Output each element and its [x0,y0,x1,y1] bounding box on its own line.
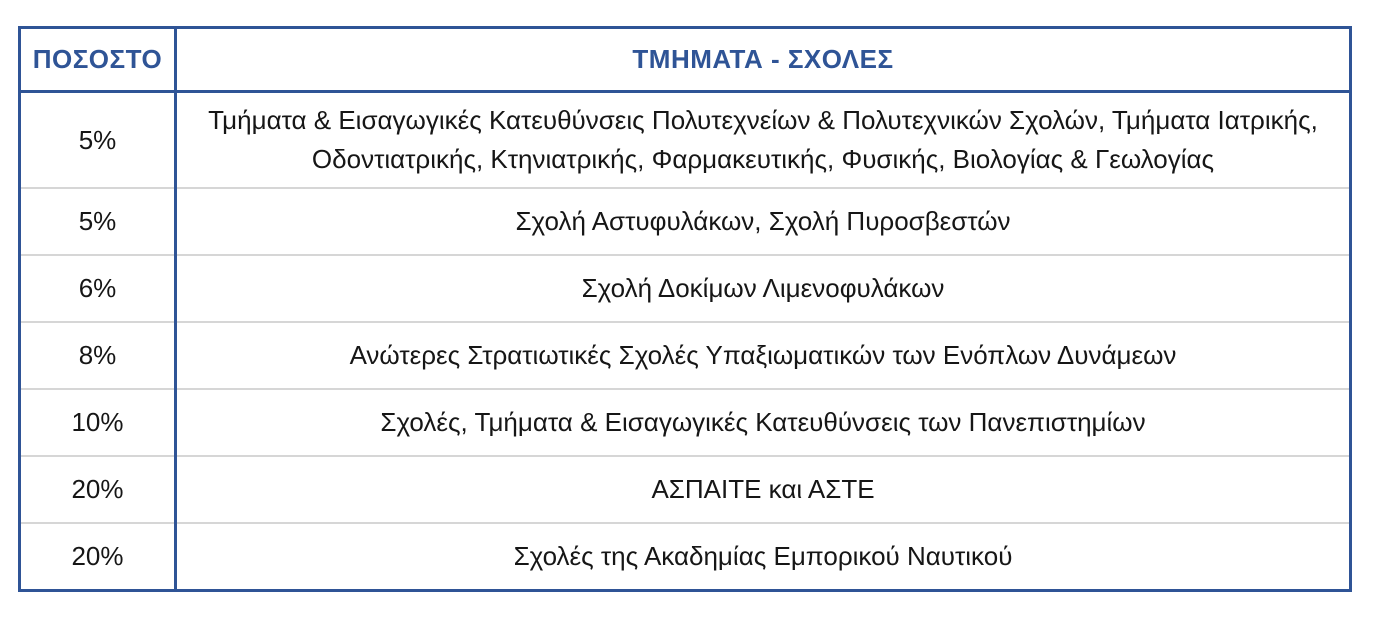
departments-cell: Τμήματα & Εισαγωγικές Κατευθύνσεις Πολυτεχνείων & Πολυτεχνικών Σχολών, Τμήματα Ιατρικής, Οδοντιατρικής, Κτηνιατρικής, Φαρμακευτικής, Φυσικής, Βιολογίας & Γεωλογίας [208,105,1318,174]
table-row [20,523,1351,590]
departments-cell: Σχολές, Τμήματα & Εισαγωγικές Κατευθύνσεις των Πανεπιστημίων [176,389,1351,456]
percent-cell: 20% [20,523,176,590]
table-header [20,28,1351,92]
table-row [20,92,1351,189]
header-percent: ΠΟΣΟΣΤΟ [20,28,176,92]
table-row [20,188,1351,255]
departments-cell: Ανώτερες Στρατιωτικές Σχολές Υπαξιωματικών των Ενόπλων Δυνάμεων [176,322,1351,389]
table-row [20,456,1351,523]
table-body [20,92,1351,591]
table-row [20,389,1351,456]
header-row [20,28,1351,92]
percent-cell: 5% [20,92,176,189]
percent-cell: 6% [20,255,176,322]
percent-cell: 20% [20,456,176,523]
departments-cell: Σχολές της Ακαδημίας Εμπορικού Ναυτικού [176,523,1351,590]
percent-cell: 5% [20,188,176,255]
departments-cell: Σχολή Δοκίμων Λιμενοφυλάκων [176,255,1351,322]
header-departments: ΤΜΗΜΑΤΑ - ΣΧΟΛΕΣ [176,28,1351,92]
departments-cell: ΑΣΠΑΙΤΕ και ΑΣΤΕ [176,456,1351,523]
departments-cell: Σχολή Αστυφυλάκων, Σχολή Πυροσβεστών [176,188,1351,255]
percent-cell: 10% [20,389,176,456]
admission-quota-table [18,26,1352,592]
table-row [20,322,1351,389]
percent-cell: 8% [20,322,176,389]
table-row [20,255,1351,322]
